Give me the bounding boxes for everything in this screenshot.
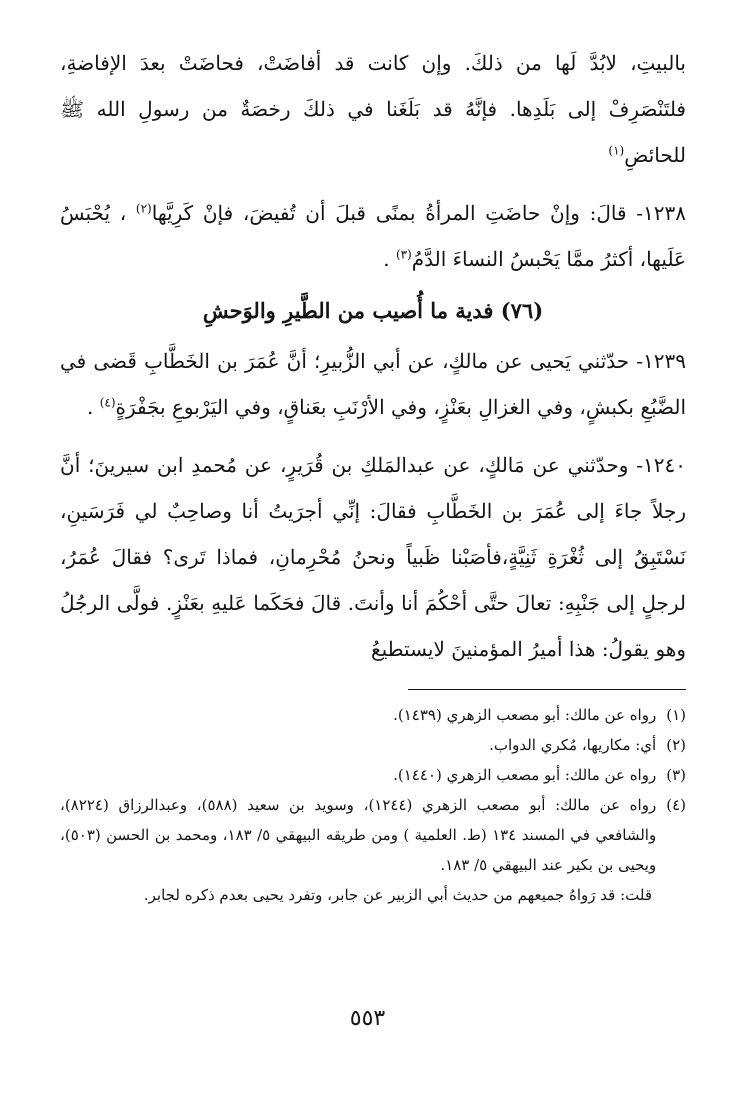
footnote-comment: قلت: قد رَواهُ جميعهم من حديث أبي الزبير عن جابر، وتفرد يحيى بعدم ذكره لجابر. [143,886,652,904]
footnote-text: رواه عن مالك: أبو مصعب الزهري (١٤٣٩). [393,706,657,724]
footnote-number: (٣) [666,766,686,784]
paragraph-text: . [86,395,100,419]
paragraph-1238 [60,190,686,282]
footnote-ref: (٣) [395,247,412,262]
footnote-item [60,700,686,730]
section-heading: (٧٦) فدية ما أُصيب من الطَّيرِ والوَحشِ [202,298,544,323]
footnote-item [60,760,686,790]
paragraph-text: ، يُحْبَسُ عَلَيها، أكثرُ ممَّا يَحْبسُ النساءَ الدَّمُ [60,201,686,271]
paragraph-1240 [60,442,686,672]
footnote-text: رواه عن مالك: أبو مصعب الزهري (١٢٤٤)، وسويد بن سعيد (٥٨٨)، وعبدالرزاق (٨٢٢٤)، والشافعي في المسند ١٣٤ (ط. العلمية ) ومن طريقه البيهقي ٥/ ١٨٣، ومحمد بن الحسن (٥٠٣)، ويحيى بن بكير عند البيهقي ٥/ ١٨٣. [60,796,657,874]
paragraph-text: بالبيتِ، لابُدَّ لَها من ذلكَ. وإن كانت قد أفاضَتْ، فحاضَتْ بعدَ الإفاضةِ، فلتَنْصَرِفْ إلى بَلَدِها. فإنَّهُ قد بَلَغَنا في ذلكَ رخصَةٌ من رسولِ الله ﷺ للحائضِ [60,51,686,167]
footnote-ref: (٢) [135,201,152,216]
footnote-number: (٢) [666,736,686,754]
main-text [60,40,686,672]
paragraph-text: ١٢٣٩- حدّثني يَحيى عن مالكٍ، عن أبي الزُّبيرِ؛ أنَّ عُمَرَ بن الخَطَّابِ قَضى في الضَّبُعِ بكبشٍ، وفي الغزالِ بعَنْزٍ، وفي الأرْنَبِ بعَناقٍ، وفي اليَرْبوعِ بجَفْرَةٍ [60,349,686,419]
footnote-text: رواه عن مالك: أبو مصعب الزهري (١٤٤٠). [393,766,657,784]
footnote-text: أي: مكاريها، مُكري الدواب. [489,736,657,754]
footnote-item [60,790,686,880]
footnotes [60,700,686,910]
footnote-ref: (٤) [99,395,116,410]
footnote-number: (١) [666,706,686,724]
paragraph-1239 [60,338,686,430]
page-number: ٥٥٣ [349,1006,386,1031]
paragraph-continuation [60,40,686,178]
paragraph-text: . [383,247,396,271]
footnote-number: (٤) [666,796,686,814]
paragraph-text: ١٢٣٨- قالَ: وإنْ حاضَتِ المرأةُ بمنًى قبلَ أن تُفيضَ، فإنْ كَرِيَّها [151,201,686,225]
footnote-divider [408,689,686,690]
footnote-item [60,730,686,760]
footnote-ref: (١) [608,143,625,158]
paragraph-text: ١٢٤٠- وحدّثني عن مَالكٍ، عن عبدالمَلكِ بن قُرَيرٍ، عن مُحمدِ ابن سيرينَ؛ أنَّ رجلاً جاءَ إلى عُمَرَ بن الخَطَّابِ فقالَ: إنِّي أجرَيتُ أنا وصاحِبٌ لي فَرَسَينِ، نَسْتَبِقُ إلى ثُغْرَةِ ثَنِيَّةٍ،فأصَبْنا ظَبياً ونحنُ مُحْرِمانِ، فماذا تَرى؟ فقالَ عُمَرُ، لرجلٍ إلى جَنْبِهِ: تعالَ حتَّى أحْكُمَ أنا وأنتَ. قالَ فحَكَما عَليهِ بعَنْزٍ. فولَّى الرجُلُ وهو يقولُ: هذا أميرُ المؤمنينَ لايستطيعُ [60,453,686,661]
